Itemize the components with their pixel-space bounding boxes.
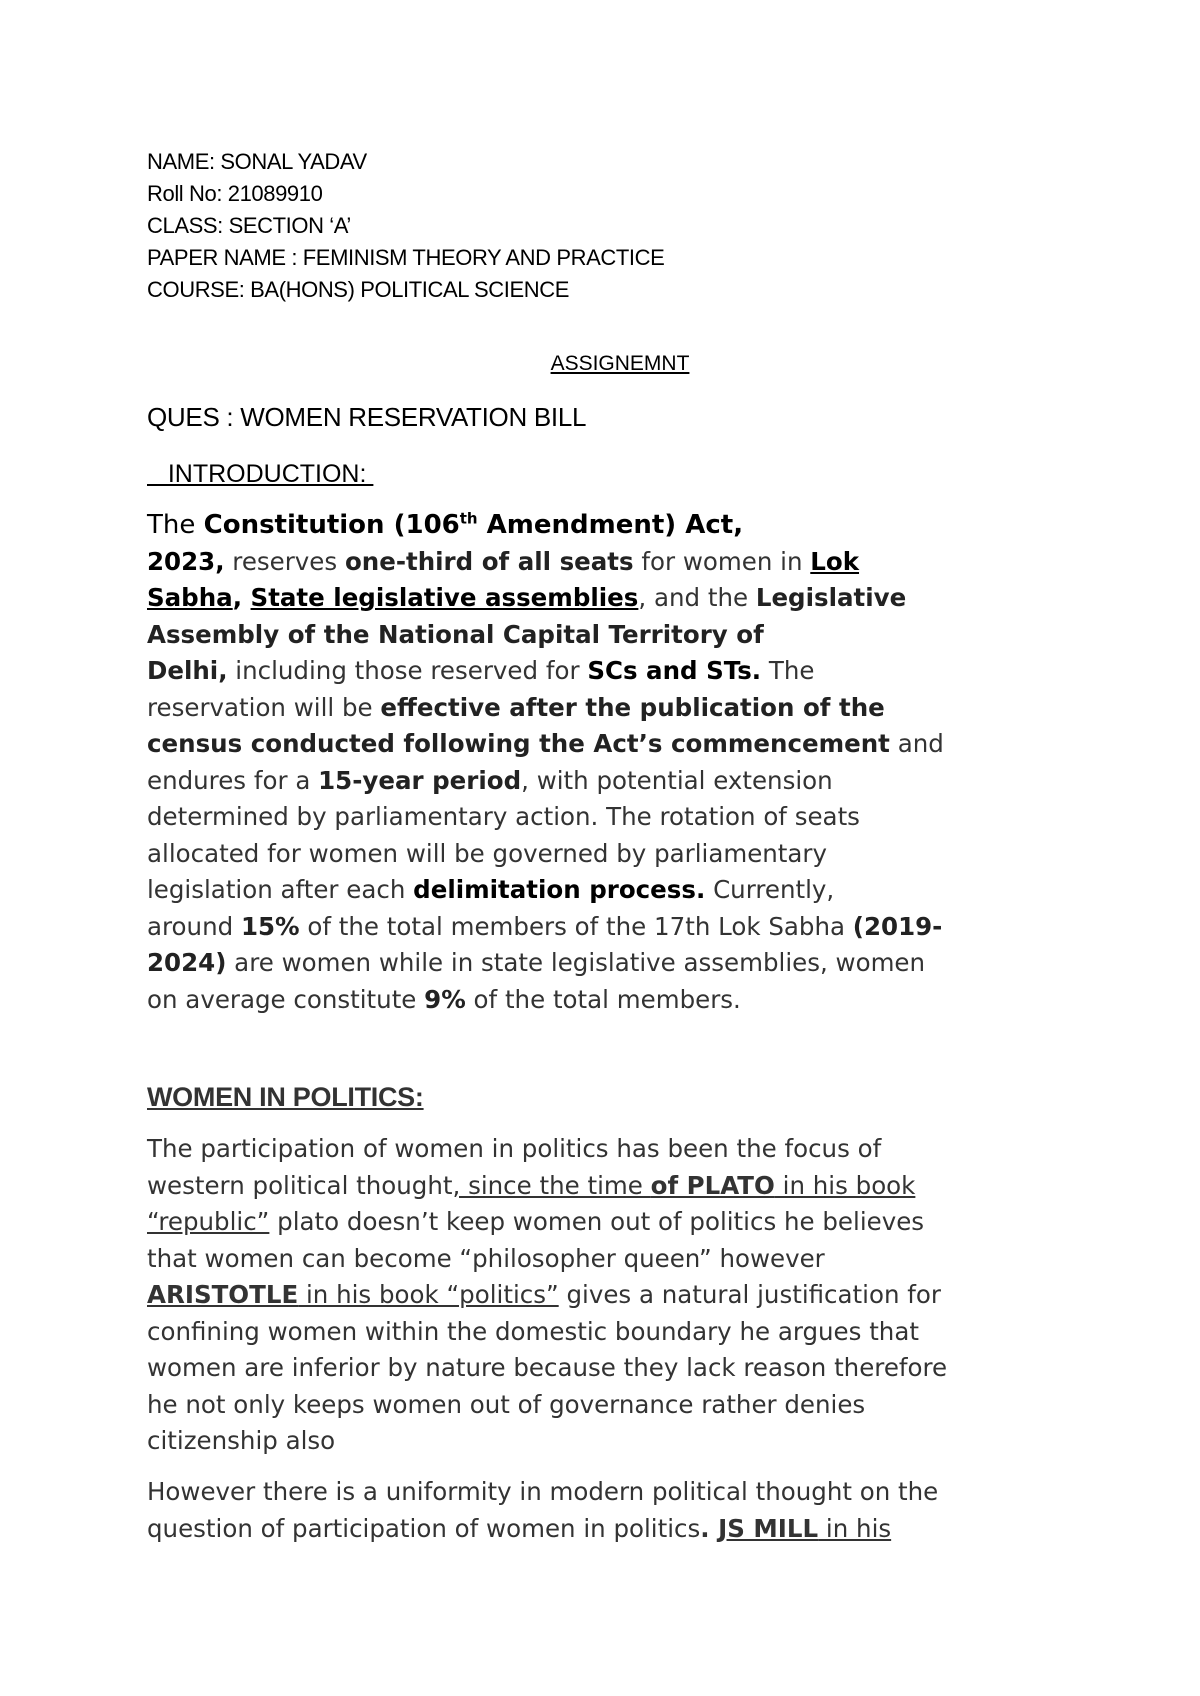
text-run: legislation after each [147, 875, 414, 904]
text-run: around [147, 911, 241, 941]
text-run: effective after the publication of the [380, 692, 885, 722]
text-run: SCs and STs. [587, 656, 762, 685]
text-run: census conducted following the Act’s commencement [147, 729, 890, 758]
intro-line [147, 507, 1067, 544]
modern-thought-paragraph [147, 1474, 1067, 1547]
student-details [147, 146, 664, 306]
text-run: western political thought [147, 1170, 453, 1200]
modern-line [147, 1511, 1067, 1548]
text-run: for women in [633, 546, 811, 576]
text-run: delimitation process. [413, 875, 706, 904]
text-run: Sabha [147, 583, 233, 612]
text-run: question of participation of women in politics [147, 1513, 701, 1543]
text-run: in his book “politics” [298, 1280, 559, 1309]
text-run: , with potential extension [521, 765, 833, 795]
intro-line [147, 544, 1067, 581]
text-run: The [761, 656, 815, 685]
intro-line [147, 909, 1067, 946]
text-run: reserves [224, 546, 345, 576]
text-run: ARISTOTLE [147, 1280, 299, 1309]
roll-number: Roll No: 21089910 [147, 181, 323, 206]
text-run: Constitution (106 [203, 510, 460, 540]
text-run: 2023, [147, 546, 225, 576]
politics-paragraph [147, 1131, 1067, 1460]
text-run: . [700, 1513, 719, 1543]
intro-line [147, 653, 1067, 690]
text-run: “republic” [147, 1207, 270, 1236]
text-run: 2024) [147, 948, 227, 977]
text-run: in his book [774, 1170, 916, 1200]
text-run: plato doesn’t keep women out of politics he believes [269, 1207, 925, 1236]
text-run: , and the [638, 583, 756, 612]
intro-line [147, 763, 1067, 800]
text-run: , [232, 583, 251, 612]
question-title: QUES : WOMEN RESERVATION BILL [147, 402, 587, 432]
text-run: th [459, 509, 478, 528]
assignment-title: ASSIGNEMNT [550, 352, 690, 375]
text-run: on average constitute [147, 984, 425, 1014]
women-in-politics-heading: WOMEN IN POLITICS: [147, 1082, 424, 1112]
intro-line [147, 872, 1067, 909]
class-section: CLASS: SECTION ‘A’ [147, 213, 351, 238]
introduction-paragraph [147, 507, 1067, 1018]
politics-line: confining women within the domestic boundary he argues that [147, 1316, 919, 1346]
text-run: Amendment) Act, [477, 510, 744, 540]
text-run: and [889, 729, 944, 758]
intro-line [147, 982, 1067, 1019]
intro-line: determined by parliamentary action. The rotation of seats [147, 802, 860, 831]
text-run: of the total members of the 17th Lok Sabha [299, 911, 853, 941]
politics-line: that women can become “philosopher queen” however [147, 1243, 825, 1273]
text-run: are women while in state legislative assemblies, women [226, 948, 926, 977]
text-run: endures for a [147, 765, 319, 795]
text-run: JS MILL [718, 1513, 819, 1543]
intro-line [147, 580, 1067, 617]
text-run: Lok [810, 546, 860, 576]
intro-line: allocated for women will be governed by parliamentary [147, 838, 827, 868]
politics-line: citizenship also [147, 1426, 336, 1455]
politics-line: women are inferior by nature because they lack reason therefore [147, 1353, 948, 1382]
text-run: Currently, [705, 875, 835, 904]
text-run: one-third of all seats [344, 546, 634, 576]
text-run: 9% [424, 984, 466, 1014]
paper-name: PAPER NAME : FEMINISM THEORY AND PRACTICE [147, 245, 665, 270]
text-run: Delhi, [147, 656, 228, 685]
text-run: in his [818, 1513, 892, 1543]
text-run: Assembly of the National Capital Territory of [147, 619, 764, 649]
text-run: 15-year period [318, 765, 522, 795]
text-run: of PLATO [650, 1170, 775, 1200]
text-run: gives a natural justification for [558, 1280, 941, 1309]
course-name: COURSE: BA(HONS) POLITICAL SCIENCE [147, 277, 569, 302]
intro-line [147, 617, 1067, 654]
text-run: The [147, 510, 204, 540]
politics-line [147, 1168, 1067, 1205]
text-run: reservation will be [147, 692, 381, 722]
politics-line [147, 1204, 1067, 1241]
student-name: NAME: SONAL YADAV [147, 149, 367, 174]
introduction-heading: INTRODUCTION: [147, 460, 374, 488]
politics-line: he not only keeps women out of governance rather denies [147, 1389, 866, 1419]
politics-line: The participation of women in politics has been the focus of [147, 1134, 882, 1163]
text-run: of the total members. [465, 984, 741, 1014]
intro-line [147, 690, 1067, 727]
text-run: State legislative assemblies [250, 583, 639, 612]
text-run: 15% [240, 911, 300, 941]
modern-line: However there is a uniformity in modern political thought on the [147, 1477, 939, 1506]
text-run: Legislative [755, 583, 907, 612]
politics-line [147, 1277, 1067, 1314]
text-run: including those reserved for [227, 656, 588, 685]
intro-line [147, 945, 1067, 982]
intro-line [147, 726, 1067, 763]
text-run: (2019- [852, 911, 943, 941]
text-run: , since the time [452, 1170, 651, 1200]
